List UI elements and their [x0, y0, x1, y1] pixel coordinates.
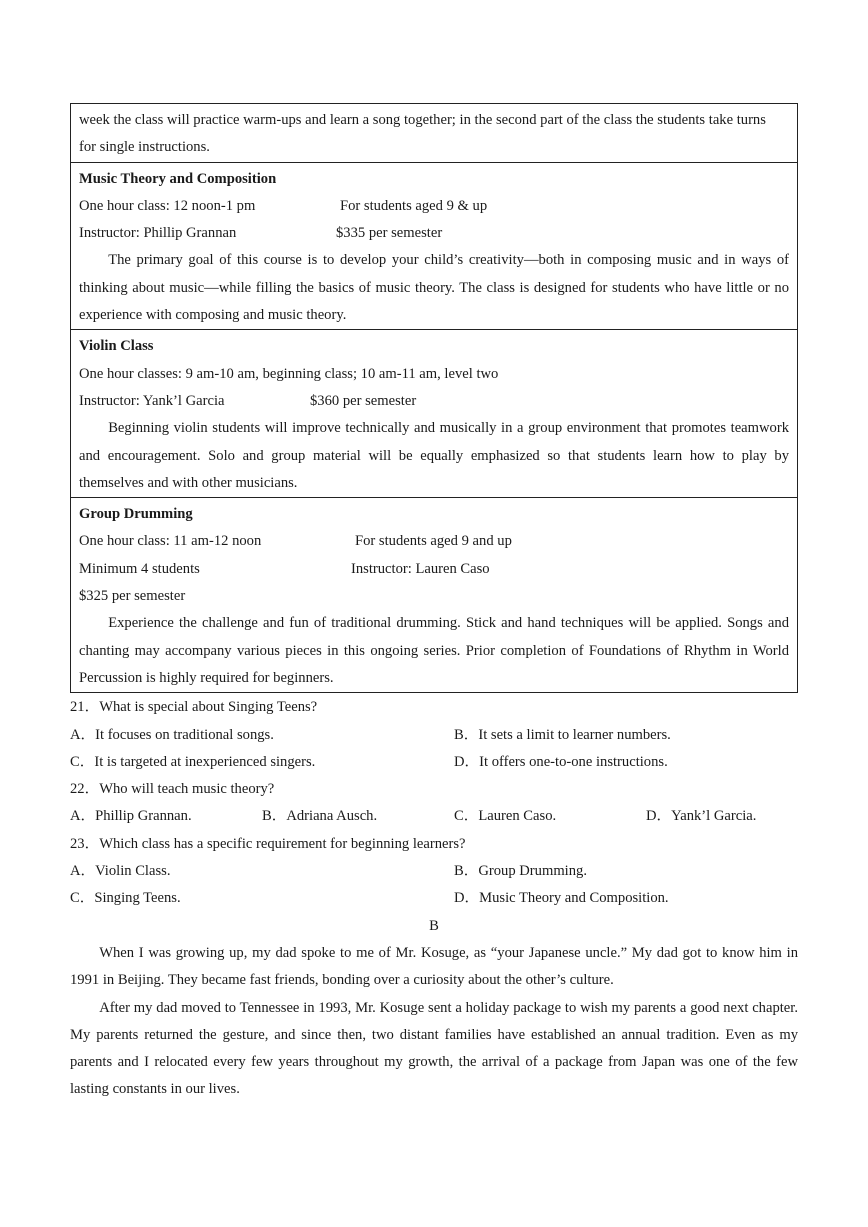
page: [70, 103, 798, 1104]
q22-options-row: [70, 803, 798, 830]
music-theory-description: The primary goal of this course is to develop your child’s creativity—both in composing music and in ways of thinking about music—while filling the basics of music theory. The class is designed for students who have little or no experience with composing and music theory.: [79, 252, 789, 324]
q22-option-b: B．Adriana Ausch.: [262, 808, 378, 825]
drumming-age: For students aged 9 and up: [355, 533, 512, 550]
music-theory-cell: [71, 163, 797, 331]
q22-stem: 22．Who will teach music theory?: [70, 781, 275, 798]
q21-option-b: B．It sets a limit to learner numbers.: [454, 726, 671, 743]
q21-options-row-2: [70, 749, 798, 776]
q22-option-a: A．Phillip Grannan.: [70, 808, 192, 825]
music-theory-age: For students aged 9 & up: [340, 197, 488, 214]
drumming-instructor: Instructor: Lauren Caso: [351, 560, 490, 577]
music-theory-time: One hour class: 12 noon-1 pm: [79, 197, 256, 214]
section-b-label: B: [429, 917, 439, 934]
section-b-paragraph-2: After my dad moved to Tennessee in 1993, Mr. Kosuge sent a holiday package to wish my parents a good next chapter. My parents returned the gesture, and since then, two distant families have established an annual tradition. Even as my parents and I relocated every few years throughout my growth, the arrival of a package from Japan was one of the few lasting constants in our lives.: [70, 999, 798, 1098]
violin-instructor-row: [79, 388, 789, 415]
course-table: [70, 103, 798, 693]
drumming-schedule-row: [79, 528, 789, 555]
intro-cell: [71, 104, 797, 163]
drumming-time: One hour class: 11 am-12 noon: [79, 533, 262, 550]
q23-option-a: A．Violin Class.: [70, 863, 171, 880]
music-theory-instructor: Instructor: Phillip Grannan: [79, 225, 237, 242]
q21-option-d: D．It offers one-to-one instructions.: [454, 753, 668, 770]
q21-stem: 21．What is special about Singing Teens?: [70, 699, 318, 716]
drumming-minimum-row: [79, 556, 789, 583]
q23-option-b: B．Group Drumming.: [454, 863, 587, 880]
q22-option-d: D．Yank’l Garcia.: [646, 808, 757, 825]
violin-description: Beginning violin students will improve technically and musically in a group environment that promotes teamwork and encouragement. Solo and group material will be equally emphasized so that students learn how to play by themselves and with other musicians.: [79, 420, 789, 491]
q21-options-row-1: [70, 722, 798, 749]
q23-option-d: D．Music Theory and Composition.: [454, 890, 669, 907]
violin-time: One hour classes: 9 am-10 am, beginning class; 10 am-11 am, level two: [79, 365, 499, 382]
intro-line-1: week the class will practice warm-ups and learn a song together; in the second part of the class the students take turns: [79, 112, 766, 128]
q21-option-c: C．It is targeted at inexperienced singers.: [70, 753, 316, 770]
q21-option-a: A．It focuses on traditional songs.: [70, 726, 274, 743]
music-theory-price: $335 per semester: [336, 225, 443, 242]
violin-instructor: Instructor: Yank’l Garcia: [79, 392, 225, 409]
drumming-price: $325 per semester: [79, 588, 186, 605]
intro-line-2: for single instructions.: [79, 139, 210, 156]
violin-title: Violin Class: [79, 338, 154, 355]
q23-option-c: C．Singing Teens.: [70, 890, 181, 907]
violin-price: $360 per semester: [310, 392, 417, 409]
drumming-minimum: Minimum 4 students: [79, 560, 200, 577]
music-theory-instructor-row: [79, 220, 789, 247]
q22-option-c: C．Lauren Caso.: [454, 808, 557, 825]
drumming-title: Group Drumming: [79, 506, 193, 523]
drumming-description: Experience the challenge and fun of traditional drumming. Stick and hand techniques will be applied. Songs and chanting may accompany various pieces in this ongoing series. Prior completion of Foundations of Rhythm in World Percussion is highly required for beginners.: [79, 615, 789, 686]
music-theory-title: Music Theory and Composition: [79, 170, 277, 187]
q23-stem: 23．Which class has a specific requirement for beginning learners?: [70, 835, 466, 852]
music-theory-schedule-row: [79, 193, 789, 220]
q23-options-row-1: [70, 858, 798, 885]
drumming-cell: [71, 498, 797, 693]
violin-cell: [71, 330, 797, 498]
section-b-paragraph-1: When I was growing up, my dad spoke to me of Mr. Kosuge, as “your Japanese uncle.” My dad got to know him in 1991 in Beijing. They became fast friends, bonding over a curiosity about the other’s culture.: [70, 944, 798, 989]
questions: [70, 694, 798, 912]
q23-options-row-2: [70, 885, 798, 912]
